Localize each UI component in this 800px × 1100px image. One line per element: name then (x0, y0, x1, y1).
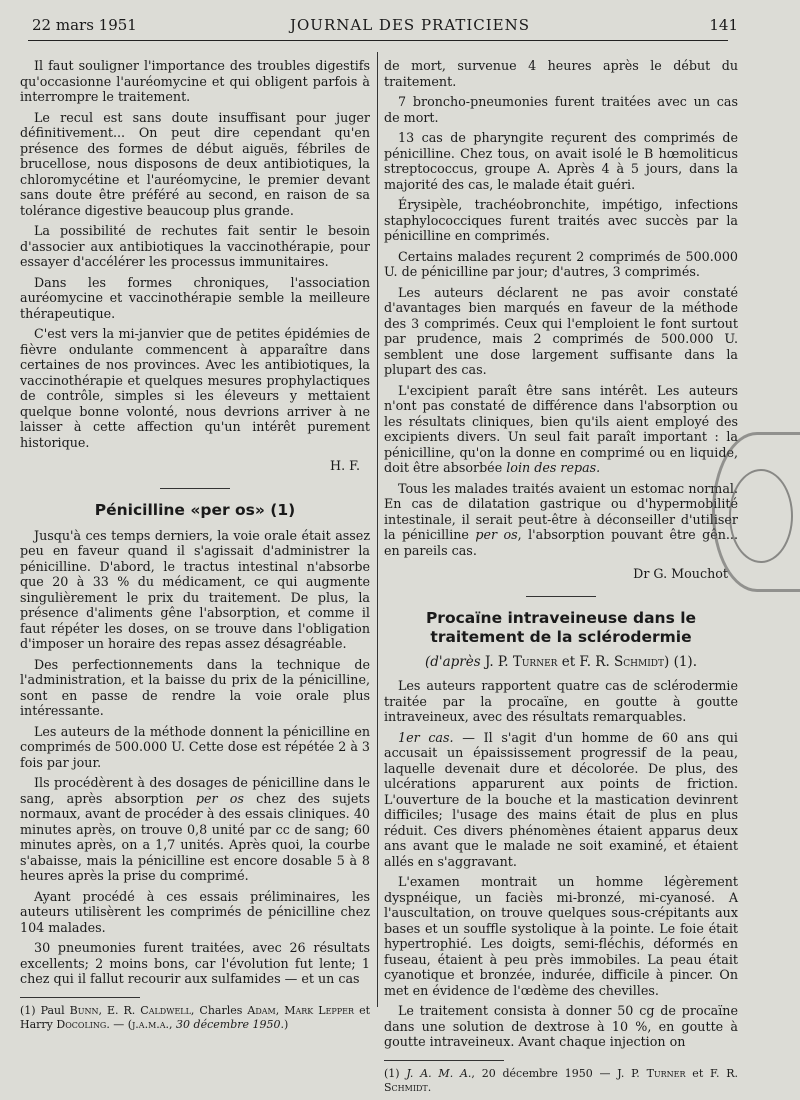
text-run: (1) Paul (20, 1003, 70, 1017)
paragraph: Il faut souligner l'importance des troubles digestifs qu'occasionne l'auréomycine et qui obligent parfois à interrompre le traitement. (20, 58, 370, 104)
paragraph: Les auteurs déclarent ne pas avoir constaté d'avantages bien marqués en faveur de la méthode des 3 comprimés. Ceux qui l'emploient le font surtout par prudence, mais 2 comprimés de 500.000 U. semblent une dose largement suffisante dans la plupart des cas. (384, 284, 738, 377)
italic-run: 1er cas. (398, 729, 454, 745)
left-column (20, 58, 370, 1037)
page-number: 141 (709, 16, 738, 34)
italic-run: (d'après (424, 653, 481, 670)
text-run: L'excipient paraît être sans intérêt. Les auteurs n'ont pas constaté de différence dans l'absorption ou les résultats cliniques, bien qu'ils aient employé des excipients divers. Un seul fait paraît important : la pénicilline, qu'on la donne en comprimé ou en liquide, doit être absorbée (384, 382, 738, 475)
text-run: , Charles (190, 1003, 248, 1017)
paragraph: C'est vers la mi-janvier que de petites épidémies de fièvre ondulante commencent à apparaître dans certaines de nos provinces. Avec les antibiotiques, la vaccinothérapie et quelques mesures prophylactiques de contrôle, simples si les éleveurs y mettaient quelque bonne volonté, nous devrions arriver à ne laisser à cette affection qu'un intérêt purement historique. (20, 326, 370, 450)
paragraph (384, 730, 738, 870)
footnote (20, 1004, 370, 1032)
author-name: Adam (247, 1003, 276, 1017)
author-name: Schmidt (614, 653, 665, 670)
stamp-portrait (729, 469, 793, 563)
paragraph: 13 cas de pharyngite reçurent des comprimés de pénicilline. Chez tous, on avait isolé le B hœmoliticus streptococcus, groupe A. Après 4 à 5 jours, dans la majorité des cas, le malade était guéri. (384, 130, 738, 192)
author-signature: Dr G. Mouchot (633, 566, 728, 581)
text-run: chez des sujets normaux, avant de procéder à des essais cliniques. 40 minutes après, on trouve 0,8 unité par cc de sang; 60 minutes après, on a 1,7 unités. Après quoi, la courbe s'abaisse, mais la pénicilline est encore dosable 5 à 8 heures après la prise du comprimé. (20, 790, 370, 883)
section-separator (526, 596, 596, 597)
author-signature: H. F. (330, 458, 360, 473)
text-run: Tous les malades traités avaient un estomac normal. En cas de dilatation gastrique ou d'hypermobilité intestinale, il serait peut-être à déconseiller d'utiliser la pénicilline (384, 480, 738, 542)
text-run: .) (280, 1017, 289, 1031)
paragraph (384, 383, 738, 476)
text-run: , (275, 1003, 285, 1017)
text-run: ) (1). (664, 653, 697, 670)
paragraph: Ayant procédé à ces essais préliminaires, les auteurs utilisèrent les comprimés de pénicilline chez 104 malades. (20, 888, 370, 935)
paragraph: Les auteurs rapportent quatre cas de sclérodermie traitée par la procaïne, en goutte à goutte intraveineux, avec des résultats remarquables. (384, 678, 738, 724)
paragraph: de mort, survenue 4 heures après le début du traitement. (384, 58, 738, 89)
text-run: J. P. (480, 653, 513, 670)
text-run: , 20 décembre 1950 — J. P. (471, 1066, 647, 1080)
italic-run: per os (475, 527, 518, 542)
footnote-rule (384, 1060, 504, 1061)
footnote-rule (20, 997, 140, 998)
paragraph: Des perfectionnements dans la technique de l'administration, et la baisse du prix de la pénicilline, sont en passe de rendre la voie orale plus intéressante. (20, 656, 370, 718)
library-stamp (712, 432, 800, 592)
journal-abbrev: J. A. M. A. (406, 1066, 472, 1080)
paragraph: Jusqu'à ces temps derniers, la voie orale était assez peu en faveur quand il s'agissait d'administrer la pénicilline. D'abord, le tractus intestinal n'absorbe que 20 à 33 % du médicament, ce qui augmente singulièrement le prix du traitement. De plus, la présence d'aliments gêne l'absorption, et comme il faut répéter les doses, on se trouve dans l'obligation d'imposer un horaire des repas assez désagréable. (20, 527, 370, 651)
paragraph: Le traitement consista à donner 50 cg de procaïne dans une solution de dextrose à 10 %, en goutte à goutte intraveineux. Avant chaque injection on (384, 1003, 738, 1049)
citation-date: 30 décembre 1950 (176, 1017, 281, 1031)
paragraph: Certains malades reçurent 2 comprimés de 500.000 U. de pénicilline par jour; d'autres, 3 comprimés. (384, 248, 738, 279)
text-run: , (169, 1017, 177, 1031)
paragraph: L'examen montrait un homme légèrement dyspnéique, un faciès mi-bronzé, mi-cyanosé. A l'auscultation, on trouve quelques sous-crépitants aux bases et un souffle systolique à la pointe. Le foie était hypertrophié. Les doigts, semi-fléchis, déformés en fuseau, étaient à peu près immobiles. La peau était cyanotique et bronzée, indurée, difficile à pincer. On met en évidence de l'œdème des chevilles. (384, 874, 738, 998)
article-title: Procaïne intraveineuse dans le traitement de la sclérodermie (425, 608, 697, 646)
page-header (22, 14, 740, 40)
paragraph: 7 broncho-pneumonies furent traitées avec un cas de mort. (384, 94, 738, 125)
right-column (384, 58, 738, 1100)
text-run: et F. R. (557, 653, 615, 670)
header-rule (28, 40, 728, 41)
journal-title: JOURNAL DES PRATICIENS (290, 16, 531, 34)
paragraph: 30 pneumonies furent traitées, avec 26 résultats excellents; 2 moins bons, car l'évolution fut lente; 1 chez qui il fallut recourir aux sulfamides — et un cas (20, 940, 370, 986)
text-run: . — ( (106, 1017, 133, 1031)
article-title: Pénicilline «per os» (1) (94, 500, 296, 519)
paragraph: Érysipèle, trachéobronchite, impétigo, infections staphylococciques furent traités avec succès par la pénicilline en comprimés. (384, 197, 738, 243)
paragraph (20, 775, 370, 884)
author-name: Turner (646, 1066, 686, 1080)
issue-date: 22 mars 1951 (32, 16, 137, 34)
author-name: Schmidt (384, 1080, 428, 1094)
author-name: Docoling (56, 1017, 107, 1031)
author-name: Bunn (69, 1003, 99, 1017)
author-name: Turner (512, 653, 558, 670)
paragraph: Dans les formes chroniques, l'association auréomycine et vaccinothérapie semble la meilleure thérapeutique. (20, 274, 370, 321)
author-name: Mark Lepper (284, 1003, 355, 1017)
text-run: (1) (384, 1066, 407, 1080)
text-run: , E. R. (98, 1003, 141, 1017)
column-divider (377, 52, 378, 1007)
author-name: Caldwell (140, 1003, 191, 1017)
paragraph: Le recul est sans doute insuffisant pour juger définitivement... On peut dire cependant qu'en présence des formes de début aiguës, fébriles de brucellose, nous disposons de deux antibiotiques, la chloromycétine et l'auréomycine, le premier devant sans doute être préféré au second, en raison de sa tolérance digestive beaucoup plus grande. (20, 109, 370, 218)
text-run: et Harry (20, 1003, 370, 1031)
text-run: et F. R. (685, 1066, 738, 1080)
text-run: . (427, 1080, 432, 1094)
italic-run: per os (195, 790, 244, 806)
text-run: , l'absorption pouvant être gên... en pareils cas. (384, 527, 738, 558)
footnote (384, 1067, 738, 1095)
text-run: — Il s'agit d'un homme de 60 ans qui accusait un épaississement progressif de la peau, laquelle devenait dure et décolorée. De plus, des ulcérations apparurent aux points de friction. L'ouverture de la bouche et la mastication devinrent difficiles; l'usage des mains était de plus en plus réduit. Ces divers phénomènes étaient apparus deux ans avant que le malade ne soit examiné, et étaient allés en s'aggravant. (384, 729, 738, 869)
paragraph (384, 481, 738, 559)
text-run: Ils procédèrent à des dosages de pénicilline dans le sang, après absorption (20, 775, 370, 806)
italic-run: loin des repas. (506, 460, 601, 475)
journal-abbrev: j.a.m.a. (132, 1017, 170, 1031)
section-separator (160, 488, 230, 489)
paragraph: La possibilité de rechutes fait sentir le besoin d'associer aux antibiotiques la vaccinothérapie, pour essayer d'accélérer les processus immunitaires. (20, 223, 370, 269)
paragraph: Les auteurs de la méthode donnent la pénicilline en comprimés de 500.000 U. Cette dose est répétée 2 à 3 fois par jour. (20, 723, 370, 770)
article-byline (384, 655, 738, 671)
